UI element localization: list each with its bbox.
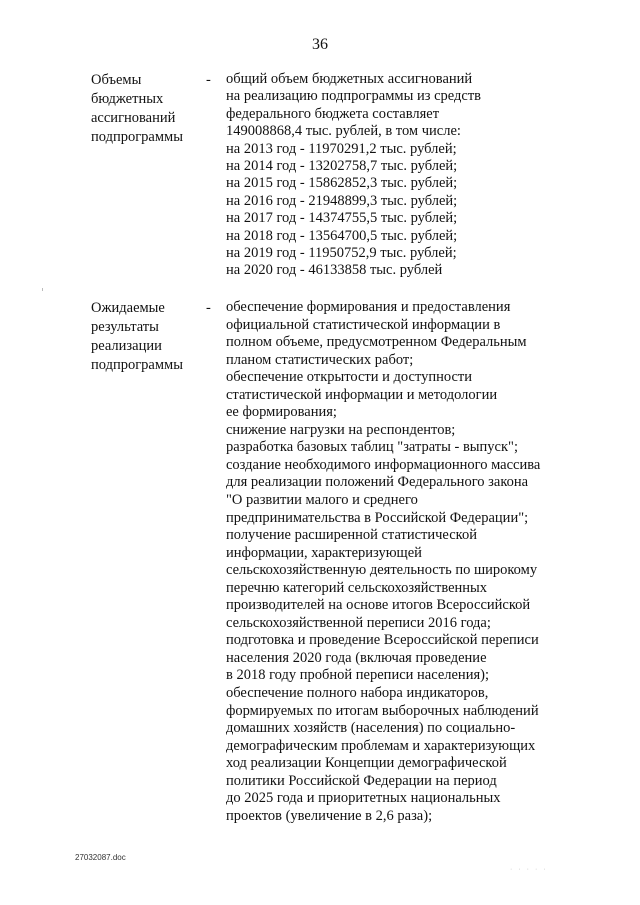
text-line: производителей на основе итогов Всероссийской [226, 597, 531, 614]
text-line: общий объем бюджетных ассигнований [226, 71, 473, 87]
text-line: ход реализации Концепции демографической [226, 755, 507, 772]
text-line: обеспечение полного набора индикаторов, [226, 685, 489, 702]
text-line: планом статистических работ; [226, 351, 414, 368]
text-line: статистической информации и методологии [226, 386, 498, 403]
text-line: разработка базовых таблиц "затраты - выпуск"; [226, 439, 518, 456]
text-line: информации, характеризующей [226, 544, 422, 561]
label-line: Объемы [91, 72, 142, 88]
section-text [226, 299, 586, 825]
text-line: на 2020 год - 46133858 тыс. рублей [226, 262, 443, 279]
text-line: федерального бюджета составляет [226, 105, 440, 122]
text-line: ее формирования; [226, 404, 337, 421]
label-line: Ожидаемые [91, 300, 165, 316]
label-line: подпрограммы [91, 357, 183, 373]
text-line: обеспечение открытости и доступности [226, 369, 473, 386]
text-line: на 2019 год - 11950752,9 тыс. рублей; [226, 244, 457, 261]
text-line: 149008868,4 тыс. рублей, в том числе: [226, 123, 461, 140]
label-line: реализации [91, 338, 162, 354]
text-line: подготовка и проведение Всероссийской переписи [226, 632, 539, 649]
text-line: политики Российской Федерации на период [226, 772, 497, 789]
label-line: подпрограммы [91, 129, 183, 145]
text-line: полном объеме, предусмотренном Федеральным [226, 334, 527, 351]
text-line: официальной статистической информации в [226, 316, 501, 333]
text-line: проектов (увеличение в 2,6 раза); [226, 807, 433, 824]
page-number: 36 [312, 36, 328, 53]
text-line: населения 2020 года (включая проведение [226, 649, 487, 666]
text-line: демографическим проблемам и характеризующих [226, 737, 536, 754]
text-line: для реализации положений Федерального закона [226, 474, 529, 491]
text-line: на 2017 год - 14374755,5 тыс. рублей; [226, 210, 458, 227]
section-dash: - [206, 72, 211, 88]
label-line: результаты [91, 319, 159, 335]
text-line: сельскохозяйственную деятельность по широкому [226, 562, 538, 579]
text-line: предпринимательства в Российской Федерации"; [226, 509, 529, 526]
text-line: обеспечение формирования и предоставления [226, 299, 511, 315]
scan-artifact-dots: ····· [510, 866, 552, 873]
text-line: на 2018 год - 13564700,5 тыс. рублей; [226, 227, 458, 244]
text-line: домашних хозяйств (населения) по социально- [226, 720, 516, 737]
text-line: на 2014 год - 13202758,7 тыс. рублей; [226, 157, 458, 174]
section-label [91, 299, 203, 375]
text-line: на реализацию подпрограммы из средств [226, 88, 482, 105]
text-line: до 2025 года и приоритетных национальных [226, 790, 501, 807]
text-line: снижение нагрузки на респондентов; [226, 421, 456, 438]
text-line: формируемых по итогам выборочных наблюдений [226, 702, 539, 719]
section-label [91, 71, 203, 147]
document-filename: 27032087.doc [75, 853, 126, 862]
text-line: на 2013 год - 11970291,2 тыс. рублей; [226, 140, 457, 157]
text-line: на 2016 год - 21948899,3 тыс. рублей; [226, 192, 458, 209]
label-line: ассигнований [91, 110, 176, 126]
text-line: в 2018 году пробной переписи населения); [226, 667, 489, 684]
text-line: перечню категорий сельскохозяйственных [226, 579, 488, 596]
margin-mark [42, 288, 43, 291]
text-line: на 2015 год - 15862852,3 тыс. рублей; [226, 175, 458, 192]
text-line: "О развитии малого и среднего [226, 492, 418, 509]
text-line: сельскохозяйственной переписи 2016 года; [226, 614, 491, 631]
section-dash: - [206, 300, 211, 316]
label-line: бюджетных [91, 91, 164, 107]
section-text [226, 71, 586, 280]
text-line: создание необходимого информационного массива [226, 456, 541, 473]
text-line: получение расширенной статистической [226, 527, 477, 544]
